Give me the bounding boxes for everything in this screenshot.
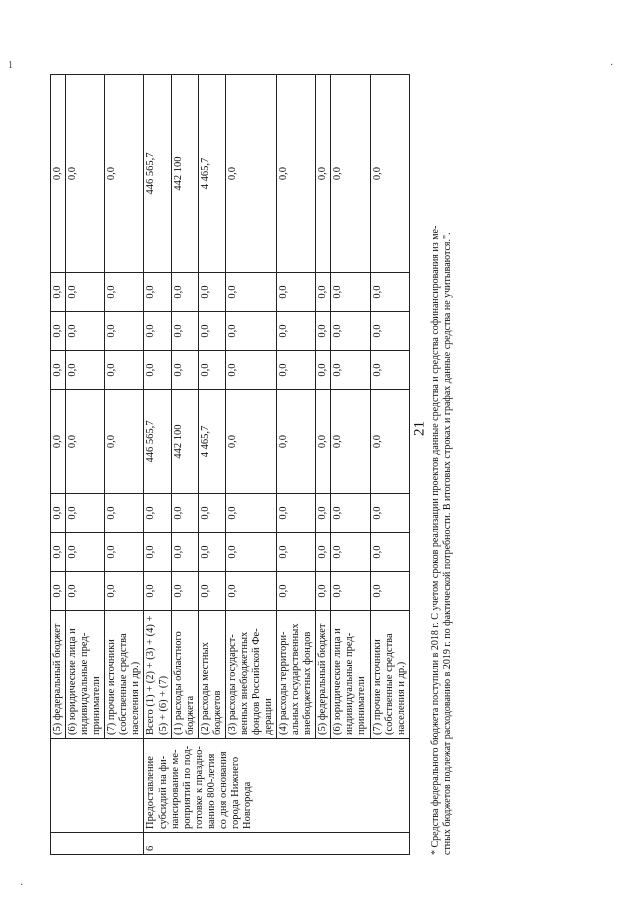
value-cell: 0,0	[51, 390, 66, 494]
rotated-content	[50, 75, 453, 855]
value-cell: 0,0	[66, 75, 105, 273]
table-row	[66, 75, 105, 855]
value-cell: 4 465,7	[198, 75, 225, 273]
table-row	[225, 75, 276, 855]
table-row	[370, 75, 409, 855]
scan-mark: ·	[610, 60, 614, 71]
value-cell: 0,0	[277, 312, 316, 351]
value-cell: 0,0	[370, 273, 409, 312]
value-cell: 0,0	[370, 351, 409, 390]
value-cell: 0,0	[331, 533, 370, 572]
row-label: (5) федеральный бюджет	[316, 611, 331, 739]
value-cell: 0,0	[198, 273, 225, 312]
value-cell: 0,0	[171, 273, 198, 312]
value-cell: 0,0	[51, 572, 66, 611]
value-cell: 0,0	[105, 494, 144, 533]
value-cell: 0,0	[316, 494, 331, 533]
value-cell: 0,0	[144, 533, 171, 572]
row-number-cell	[51, 833, 144, 855]
value-cell: 0,0	[225, 572, 276, 611]
table-row	[171, 75, 198, 855]
row-label: (7) прочие источники (собственные средства населения и др.)	[105, 611, 144, 739]
value-cell: 0,0	[331, 572, 370, 611]
table-row	[51, 75, 66, 855]
value-cell: 0,0	[370, 390, 409, 494]
value-cell: 0,0	[51, 75, 66, 273]
row-title: Предоставление субсидий на фи-нансирование ме-роприятий по под-готовке к праздно-ванию 800-летия со дня основания города Нижнего Новгорода	[144, 739, 409, 833]
value-cell: 442 100	[171, 390, 198, 494]
row-label: (3) расходы государст-венных внебюджетных фондов Российской Фе-дерации	[225, 611, 276, 739]
value-cell: 0,0	[144, 494, 171, 533]
value-cell: 446 565,7	[144, 390, 171, 494]
table-row	[331, 75, 370, 855]
table-row	[105, 75, 144, 855]
scan-mark: ·	[20, 880, 24, 891]
value-cell: 0,0	[316, 273, 331, 312]
value-cell: 0,0	[316, 533, 331, 572]
value-cell: 0,0	[277, 572, 316, 611]
budget-table	[50, 74, 410, 855]
value-cell: 0,0	[66, 312, 105, 351]
value-cell: 0,0	[66, 533, 105, 572]
table-row	[277, 75, 316, 855]
page-number: 21	[411, 421, 428, 436]
value-cell: 0,0	[331, 273, 370, 312]
value-cell: 4 465,7	[198, 390, 225, 494]
row-label: (6) юридические лица и индивидуальные пред-приниматели	[331, 611, 370, 739]
value-cell: 0,0	[105, 351, 144, 390]
value-cell: 0,0	[225, 273, 276, 312]
row-label: (1) расходы областного бюджета	[171, 611, 198, 739]
value-cell: 0,0	[331, 351, 370, 390]
table-row	[316, 75, 331, 855]
value-cell: 446 565,7	[144, 75, 171, 273]
value-cell: 0,0	[316, 351, 331, 390]
value-cell: 0,0	[225, 390, 276, 494]
footnote-line: * Средства федерального бюджета поступили в 2018 г. С учетом сроков реализации проектов данные средства и средства софинансирования из ме-	[430, 225, 441, 855]
value-cell: 0,0	[144, 312, 171, 351]
row-label: (7) прочие источники (собственные средства населения и др.)	[370, 611, 409, 739]
value-cell: 0,0	[370, 494, 409, 533]
value-cell: 0,0	[225, 494, 276, 533]
value-cell: 0,0	[66, 390, 105, 494]
value-cell: 0,0	[277, 75, 316, 273]
value-cell: 0,0	[51, 494, 66, 533]
value-cell: 0,0	[171, 351, 198, 390]
row-number: 6	[144, 833, 409, 855]
value-cell: 0,0	[198, 494, 225, 533]
value-cell: 0,0	[105, 273, 144, 312]
value-cell: 0,0	[51, 273, 66, 312]
value-cell: 0,0	[370, 533, 409, 572]
value-cell: 0,0	[225, 533, 276, 572]
value-cell: 0,0	[198, 533, 225, 572]
value-cell: 0,0	[105, 390, 144, 494]
value-cell: 0,0	[316, 75, 331, 273]
value-cell: 0,0	[370, 572, 409, 611]
value-cell: 0,0	[66, 494, 105, 533]
value-cell: 0,0	[316, 312, 331, 351]
value-cell: 0,0	[144, 273, 171, 312]
value-cell: 0,0	[331, 312, 370, 351]
value-cell: 0,0	[51, 533, 66, 572]
footnotes	[430, 75, 454, 855]
value-cell: 0,0	[171, 533, 198, 572]
value-cell: 0,0	[198, 572, 225, 611]
value-cell: 0,0	[171, 312, 198, 351]
row-label: (6) юридические лица и индивидуальные пред-приниматели	[66, 611, 105, 739]
value-cell: 0,0	[277, 273, 316, 312]
table-row	[198, 75, 225, 855]
table-row	[144, 75, 171, 855]
value-cell: 0,0	[105, 75, 144, 273]
value-cell: 0,0	[225, 312, 276, 351]
value-cell: 0,0	[51, 312, 66, 351]
value-cell: 0,0	[316, 572, 331, 611]
value-cell: 0,0	[277, 533, 316, 572]
row-label: (2) расходы местных бюджетов	[198, 611, 225, 739]
value-cell: 0,0	[105, 533, 144, 572]
value-cell: 0,0	[277, 390, 316, 494]
scan-mark: 1	[8, 60, 13, 71]
value-cell: 0,0	[144, 572, 171, 611]
value-cell: 0,0	[370, 75, 409, 273]
value-cell: 0,0	[198, 351, 225, 390]
row-label: (5) федеральный бюджет	[51, 611, 66, 739]
value-cell: 0,0	[171, 494, 198, 533]
row-label: (4) расходы территори-альных государственных внебюджетных фондов	[277, 611, 316, 739]
value-cell: 0,0	[66, 351, 105, 390]
value-cell: 0,0	[171, 572, 198, 611]
value-cell: 0,0	[105, 572, 144, 611]
value-cell: 442 100	[171, 75, 198, 273]
row-label: Всего (1) + (2) + (3) + (4) + (5) + (6) + (7)	[144, 611, 171, 739]
value-cell: 0,0	[331, 494, 370, 533]
value-cell: 0,0	[144, 351, 171, 390]
value-cell: 0,0	[198, 312, 225, 351]
value-cell: 0,0	[370, 312, 409, 351]
value-cell: 0,0	[225, 351, 276, 390]
value-cell: 0,0	[66, 572, 105, 611]
value-cell: 0,0	[105, 312, 144, 351]
value-cell: 0,0	[316, 390, 331, 494]
footnote-line: стных бюджетов подлежат расходованию в 2019 г. по фактической потребности. В итоговых строках и графах данные средства не учитываются.".	[442, 232, 453, 855]
value-cell: 0,0	[277, 494, 316, 533]
value-cell: 0,0	[51, 351, 66, 390]
value-cell: 0,0	[66, 273, 105, 312]
value-cell: 0,0	[331, 75, 370, 273]
value-cell: 0,0	[225, 75, 276, 273]
value-cell: 0,0	[331, 390, 370, 494]
row-title-cell	[51, 739, 144, 833]
value-cell: 0,0	[277, 351, 316, 390]
